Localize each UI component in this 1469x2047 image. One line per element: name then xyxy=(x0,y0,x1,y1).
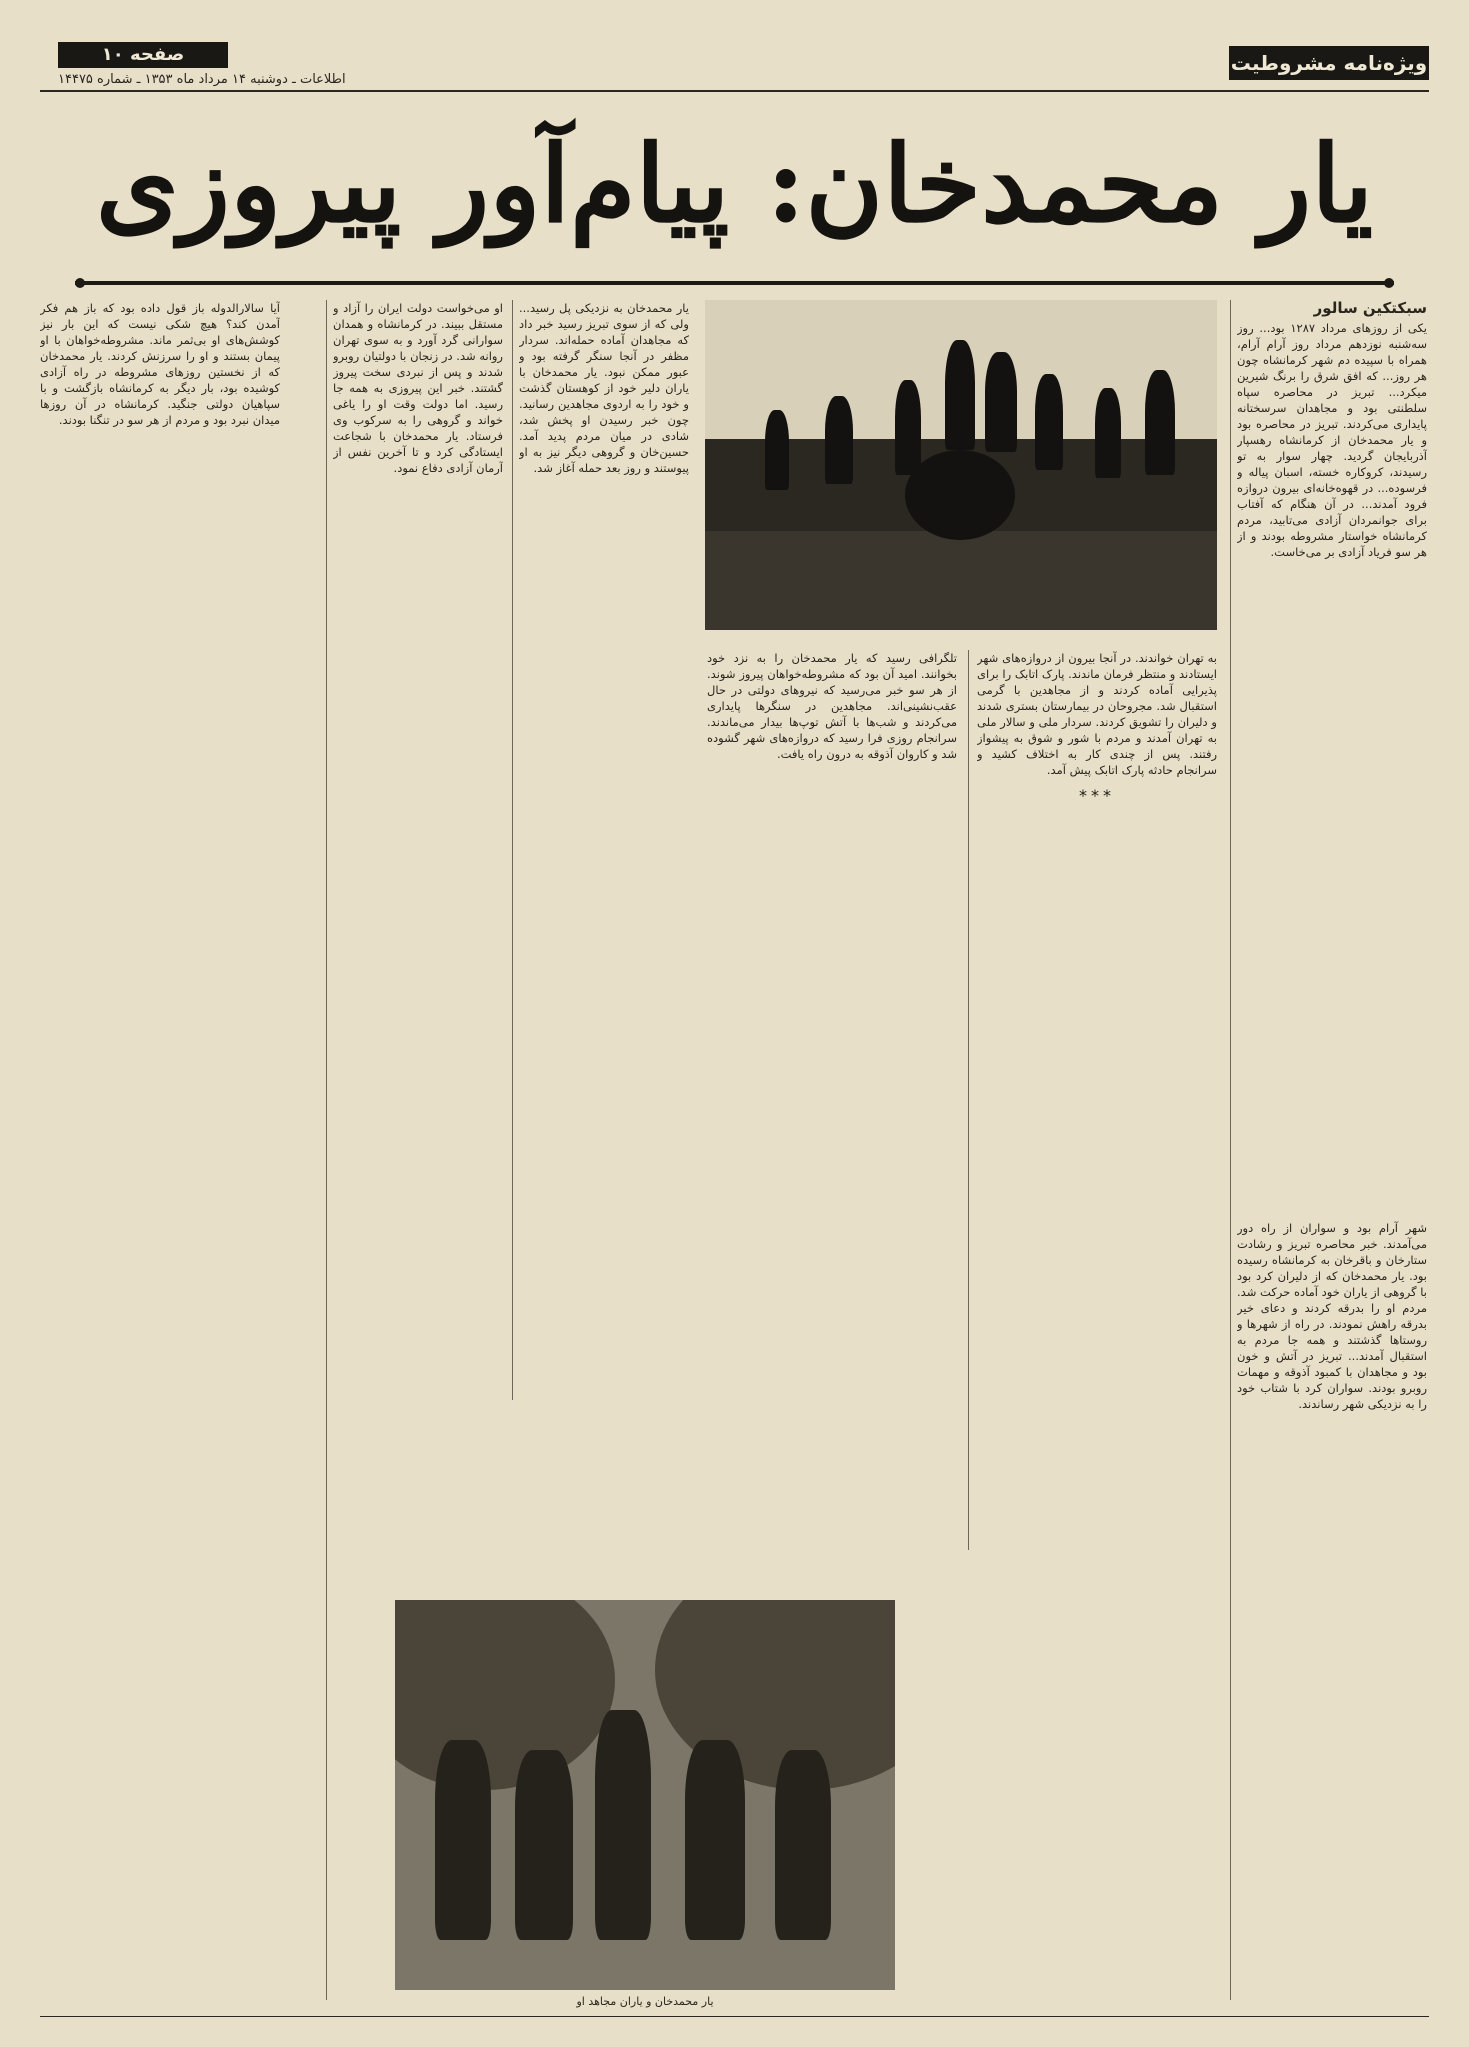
article-column-3 xyxy=(977,650,1217,1550)
article-column-2 xyxy=(1237,1220,1427,2000)
article-column-7 xyxy=(40,300,280,2000)
headline-divider xyxy=(75,278,1394,288)
battle-photo xyxy=(705,300,1217,630)
column-text: یار محمدخان به نزدیکی پل رسید... ولی که از سوی تبریز رسید خبر داد که مجاهدان آماده حمله‌اند. سردار مظفر در آنجا سنگر گرفته بود و عبور ممکن نبود. یار محمدخان با یاران دلیر خود از کوهستان گذشت و خود را به اردوی مجاهدین رسانید. چون خبر رسیدن او پخش شد، شادی در میان مردم پدید آمد. حسین‌خان و گروهی دیگر نیز به او پیوستند و روز بعد حمله آغاز شد. xyxy=(519,301,689,475)
headline: یار محمدخان: پیام‌آور پیروزی xyxy=(95,121,1374,246)
article-column-5 xyxy=(519,300,689,1400)
article-column-6 xyxy=(333,300,503,1400)
footer-rule xyxy=(40,2016,1429,2017)
byline: سبکتکین سالور xyxy=(1313,300,1427,317)
column-text: یکی از روزهای مرداد ۱۲۸۷ بود... روز سه‌شنبه نوزدهم مرداد روز آرام آرام، همراه با سپیده دم شهر کرمانشاه چون هر روز... که افق شرق را برنگ شیرین میکرد... تبریز در محاصره سپاه سلطنتی بود و مجاهدان سرسختانه پایداری می‌کردند. تبریز در محاصره بود و یار محمدخان از کرمانشاه رهسپار آذربایجان گردید. چهار سوار به تو رسیدند، کروکاره خسته، اسبان پیاله و فرسوده... در قهوه‌خانه‌ای بیرون دروازه فرود آمدند... در آن هنگام که آفتاب برای جوانمردان آزادی می‌تابید، مردم کرمانشاه خواستار مشروطه بودند و از هر سو فریاد آزادی بر می‌خاست. xyxy=(1237,321,1427,559)
column-text: او می‌خواست دولت ایران را آزاد و مستقل ببیند. در کرمانشاه و همدان سوارانی گرد آورد و به سوی تهران روانه شد. در زنجان با دولتیان روبرو شدند و پس از نبردی سخت پیروز گشتند. خبر این پیروزی به همه جا رسید. اما دولت وقت او را یاغی خواند و گروهی را به سرکوب وی فرستاد. یار محمدخان با شجاعت ایستادگی کرد و تا آخرین نفس از آرمان آزادی دفاع نمود. xyxy=(333,301,503,475)
page-number-badge: صفحه ۱۰ xyxy=(58,42,228,68)
photo-caption: یار محمدخان و یاران مجاهد او xyxy=(576,1995,714,2008)
masthead xyxy=(40,38,1429,86)
section-badge: ویژه‌نامه مشروطیت xyxy=(1229,46,1429,80)
group-photo xyxy=(395,1600,895,1990)
dateline: اطلاعات ـ دوشنبه ۱۴ مرداد ماه ۱۳۵۳ ـ شماره ۱۴۴۷۵ xyxy=(58,72,346,87)
column-text: تلگرافی رسید که یار محمدخان را به نزد خود بخوانند. امید آن بود که مشروطه‌خواهان پیروز شوند. از هر سو خبر می‌رسید که نیروهای دولتی در حال عقب‌نشینی‌اند. مجاهدین در سنگرها پایداری می‌کردند و شب‌ها با آتش توپ‌ها بیدار می‌ماندند. سرانجام روزی فرا رسید که دروازه‌های شهر گشوده شد و کاروان آذوقه به درون راه یافت. xyxy=(707,651,957,761)
article-column-1 xyxy=(1237,300,1427,1200)
column-text: آیا سالارالدوله باز قول داده بود که باز هم فکر آمدن کند؟ هیچ شکی نیست که این بار نیز کوشش‌های او بی‌ثمر ماند. مشروطه‌خواهان با او پیمان بستند و او را سرزنش کردند. یار محمدخان که از نخستین روزهای مشروطه در راه آزادی کوشیده بود، بار دیگر به کرمانشاه بازگشت و با سپاهیان دولتی جنگید. کرمانشاه در آن روزها میدان نبرد بود و مردم از هر سو در تنگنا بودند. xyxy=(40,301,280,427)
column-text: شهر آرام بود و سواران از راه دور می‌آمدند. خبر محاصره تبریز و رشادت ستارخان و باقرخان به کرمانشاه رسیده بود. یار محمدخان که از دلیران کرد بود با گروهی از یاران خود آماده حرکت شد. مردم او را بدرقه کردند و دعای خیر بدرقه راهش نمودند. در راه از شهرها و روستاها گذشتند و همه جا مردم به استقبال آمدند... تبریز در آتش و خون بود و مجاهدان با کمبود آذوقه و مهمات روبرو بودند. سواران کرد با شتاب خود را به نزدیکی شهر رساندند. xyxy=(1237,1221,1427,1411)
column-text: به تهران خواندند. در آنجا بیرون از دروازه‌های شهر ایستادند و منتظر فرمان ماندند. پارک اتابک را برای پذیرایی آماده کردند و از مجاهدین با گرمی استقبال شد. مجروحان در بیمارستان بستری شدند و دلیران را تشویق کردند. سردار ملی و سالار ملی به تهران آمدند و مردم با شور و شوق به پیشواز رفتند. پس از چندی کار به اختلاف کشید و سرانجام حادثه پارک اتابک پیش آمد. xyxy=(977,651,1217,777)
article-column-4 xyxy=(707,650,957,1400)
header-rule xyxy=(40,90,1429,92)
section-break: *** xyxy=(1079,786,1115,805)
